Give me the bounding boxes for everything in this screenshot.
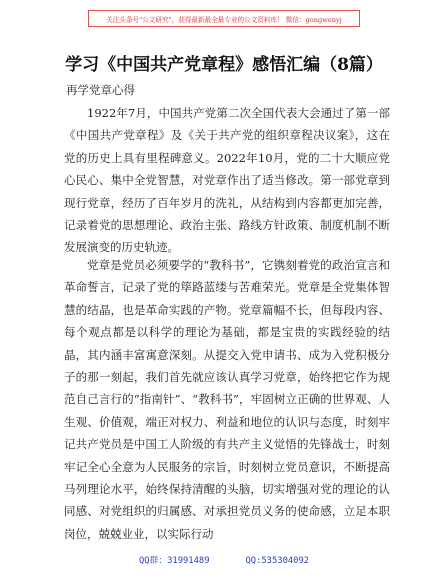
promo-banner-text: 关注头条号"公文研究"，获得最新最全最专业的公文资料库！ 微信：gongwenyj xyxy=(106,15,342,24)
document-subtitle: 再学党章心得 xyxy=(66,83,135,97)
promo-banner xyxy=(88,10,360,27)
footer-qq-group: QQ群：31991489 xyxy=(138,556,210,566)
page-footer xyxy=(0,553,448,566)
document-title: 学习《中国共产党章程》感悟汇编（8篇） xyxy=(65,55,383,75)
body-paragraph-2: 党章是党员必须要学的“教科书”，它镌刻着党的政治宣言和革命誓言，记录了党的筚路蓝缕与苦难荣光。党章是全党集体智慧的结晶，也是革命实践的产物。党章篇幅不长，但每段内容、每个观点都是以科学的理论为基础，都是宝贵的实践经验的结晶，其内涵丰富寓意深刻。从提交入党申请书、成为入党积极分子的那一刻起，我们首先就应该认真学习党章，始终把它作为规范自己言行的“指南针”、“教科书”，牢固树立正确的世界观、人生观、价值观，端正对权力、利益和地位的认识与态度，时刻牢记共产党员是中国工人阶级的有共产主义觉悟的先锋战士，时刻牢记全心全意为人民服务的宗旨，时刻树立党员意识，不断提高马列理论水平，始终保持清醒的头脑，切实增强对党的理论的认同感、对党组织的归属感、对承担党员义务的使命感，立足本职岗位，兢兢业业，以实际行动 xyxy=(64,258,390,541)
footer-qq-contact: QQ:535304092 xyxy=(245,556,310,566)
body-paragraph-1: 1922年7月，中国共产党第二次全国代表大会通过了第一部《中国共产党章程》及《关于共产党的组织章程决议案》，这在党的历史上具有里程碑意义。2022年10月，党的二十大顺应党心民心、集中全党智慧，对党章作出了适当修改。第一部党章到现行党章，经历了百年岁月的洗礼，从结构到内容都更加完善，记录着党的思想理论、政治主张、路线方针政策、制度机制不断发展演变的历史轨迹。 xyxy=(64,106,390,255)
